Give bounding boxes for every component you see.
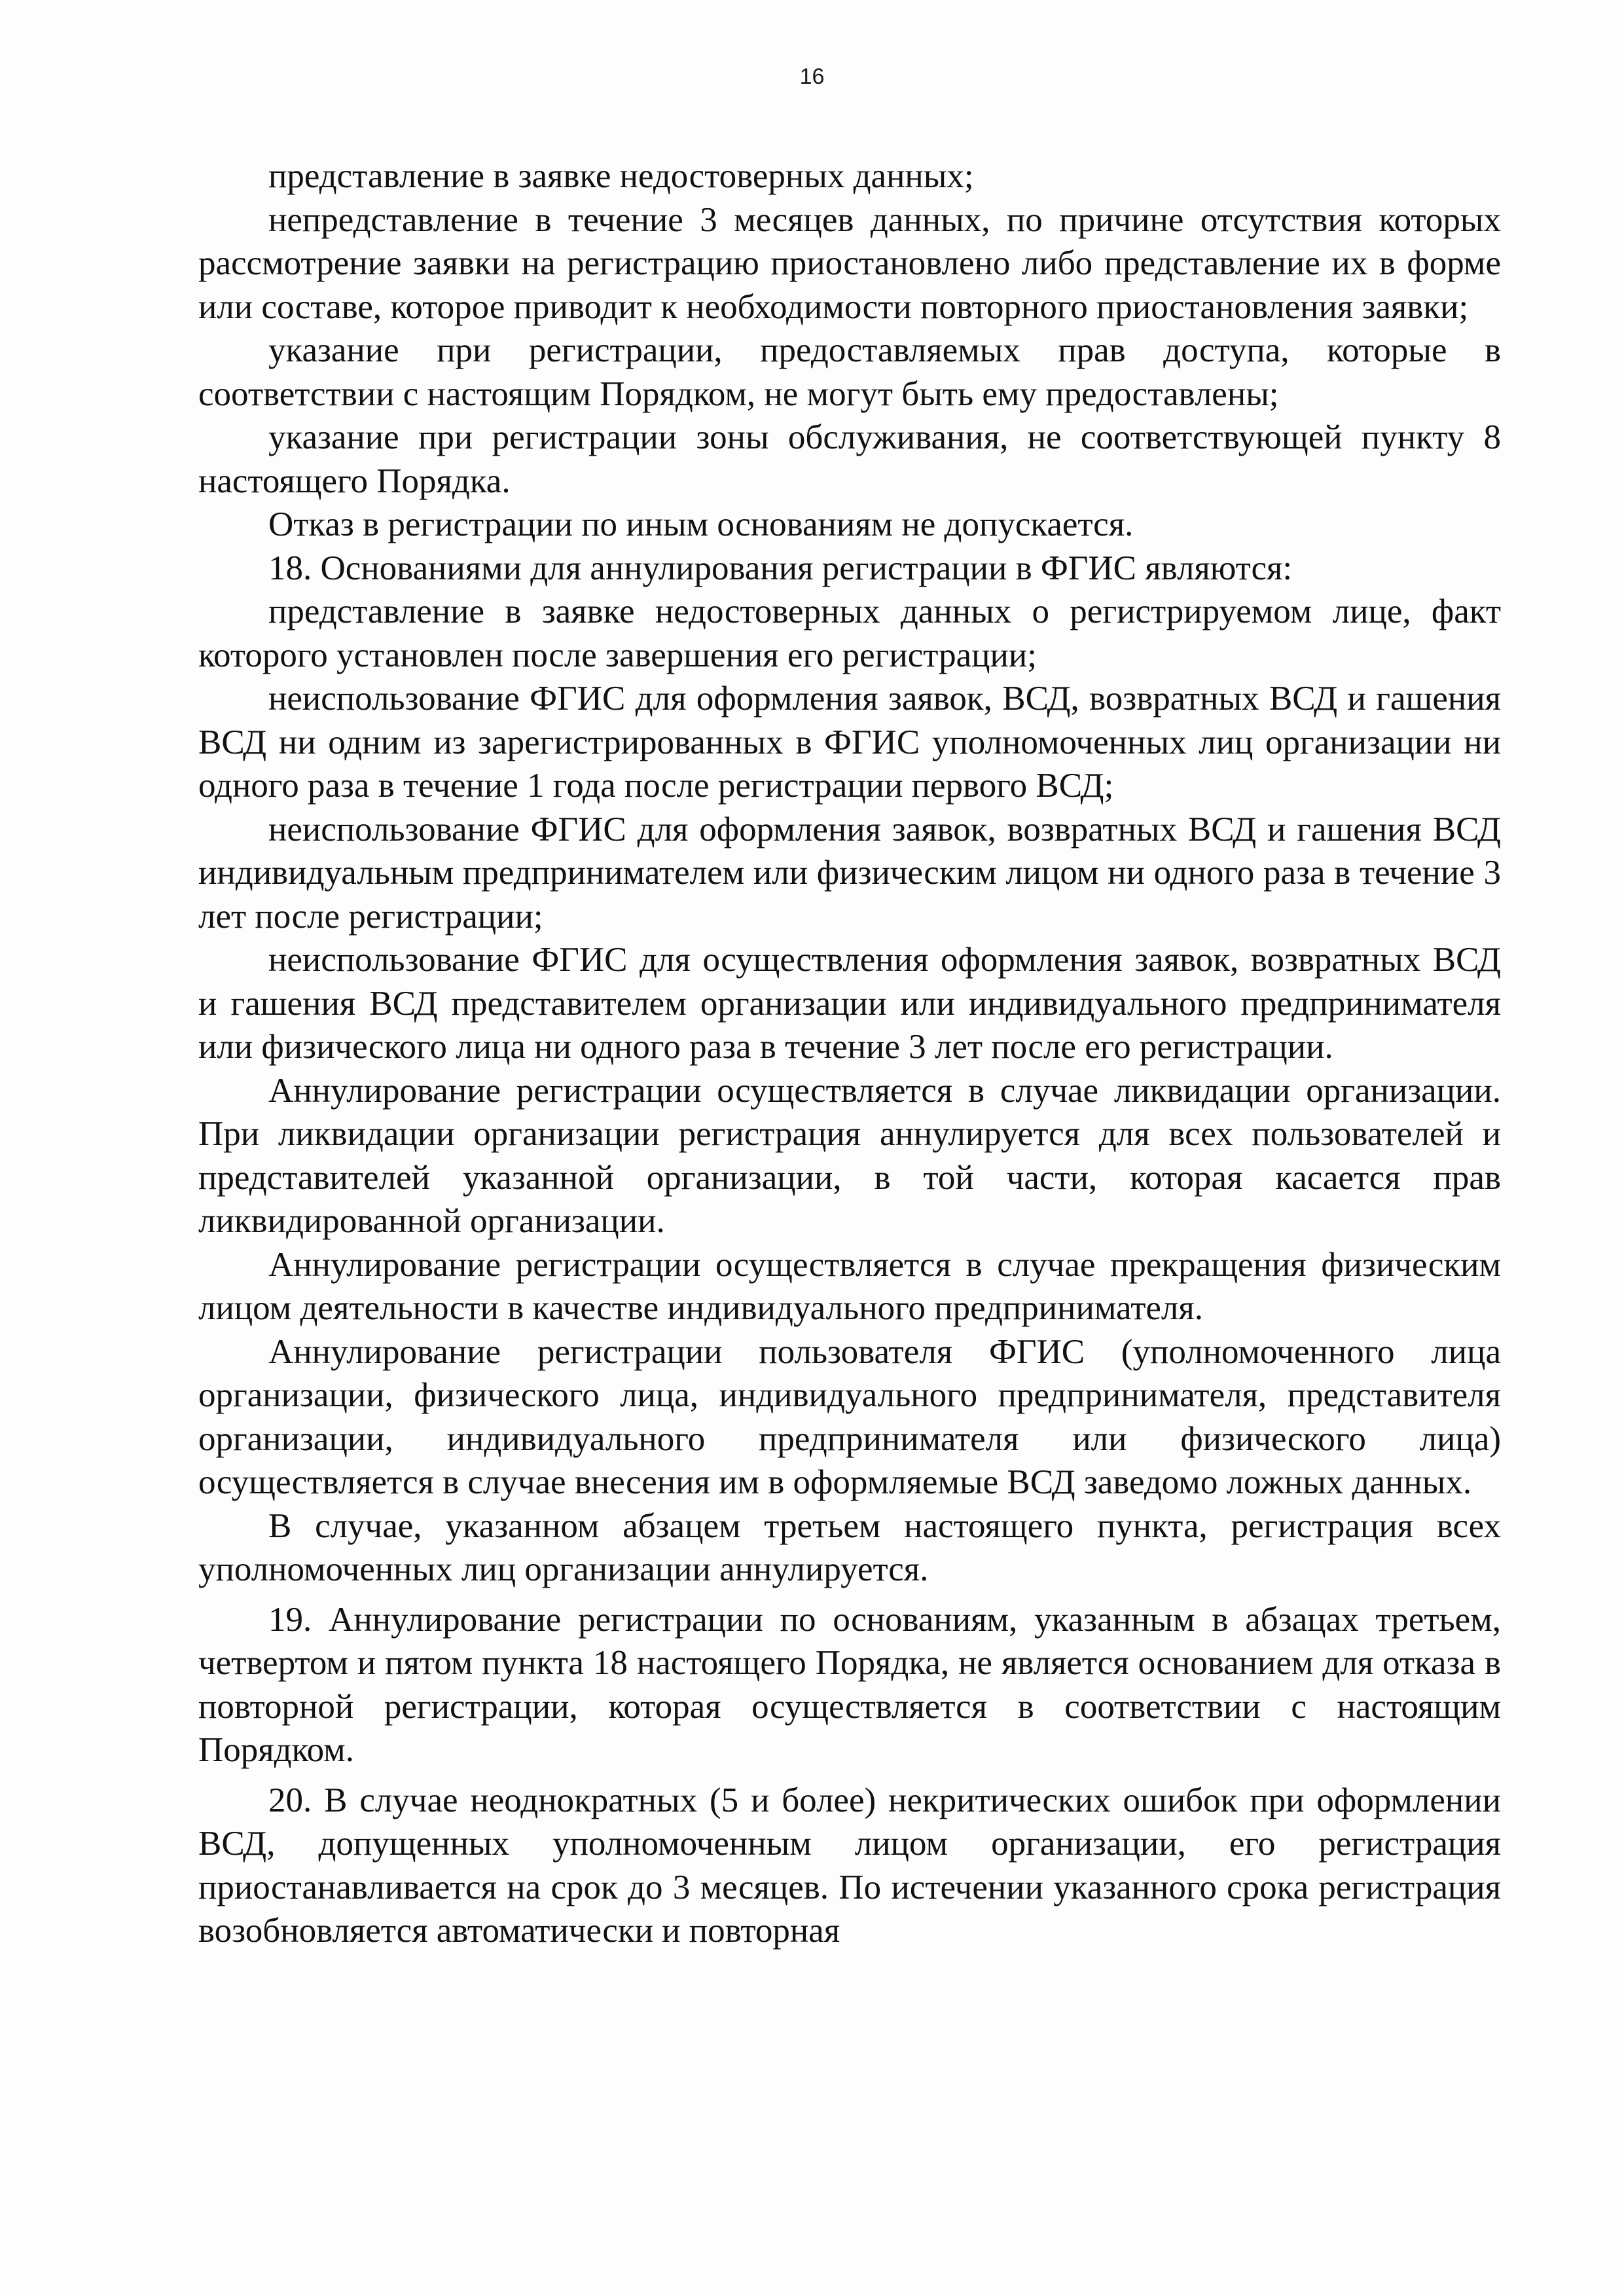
paragraph: Отказ в регистрации по иным основаниям не допускается.: [268, 505, 1134, 543]
paragraph: Аннулирование регистрации пользователя ФГИС (уполномоченного лица организации, физического лица, индивидуального предпринимателя, представителя организации, индивидуального предпринимателя или физического лица) осуществляется в случае внесения им в оформляемые ВСД заведомо ложных данных.: [198, 1332, 1501, 1501]
paragraph: представление в заявке недостоверных данных о регистрируемом лице, факт которого установлен после завершения его регистрации;: [198, 592, 1501, 674]
document-body: [198, 155, 1501, 1953]
paragraph: представление в заявке недостоверных данных;: [268, 157, 974, 195]
paragraph: указание при регистрации, предоставляемых прав доступа, которые в соответствии с настоящим Порядком, не могут быть ему предоставлены;: [198, 331, 1501, 413]
section-19: 19. Аннулирование регистрации по основаниям, указанным в абзацах третьем, четвертом и пятом пункта 18 настоящего Порядка, не является основанием для отказа в повторной регистрации, которая осуществляется в соответствии с настоящим Порядком.: [198, 1600, 1501, 1769]
page-number: 16: [799, 64, 825, 89]
paragraph: В случае, указанном абзацем третьем настоящего пункта, регистрация всех уполномоченных лиц организации аннулируется.: [198, 1506, 1501, 1588]
paragraph: непредставление в течение 3 месяцев данных, по причине отсутствия которых рассмотрение заявки на регистрацию приостановлено либо представление их в форме или составе, которое приводит к необходимости повторного приостановления заявки;: [198, 200, 1501, 326]
paragraph: неиспользование ФГИС для оформления заявок, ВСД, возвратных ВСД и гашения ВСД ни одним из зарегистрированных в ФГИС уполномоченных лиц организации ни одного раза в течение 1 года после регистрации первого ВСД;: [198, 680, 1501, 805]
paragraph: неиспользование ФГИС для оформления заявок, возвратных ВСД и гашения ВСД индивидуальным предпринимателем или физическим лицом ни одного раза в течение 3 лет после регистрации;: [198, 810, 1501, 936]
paragraph: неиспользование ФГИС для осуществления оформления заявок, возвратных ВСД и гашения ВСД представителем организации или индивидуального предпринимателя или физического лица ни одного раза в течение 3 лет после его регистрации.: [198, 941, 1501, 1066]
section-heading-18: 18. Основаниями для аннулирования регистрации в ФГИС являются:: [268, 549, 1293, 587]
section-20: 20. В случае неоднократных (5 и более) некритических ошибок при оформлении ВСД, допущенных уполномоченным лицом организации, его регистрация приостанавливается на срок до 3 месяцев. По истечении указанного срока регистрация возобновляется автоматически и повторная: [198, 1781, 1501, 1950]
paragraph: указание при регистрации зоны обслуживания, не соответствующей пункту 8 настоящего Порядка.: [198, 418, 1501, 500]
paragraph: Аннулирование регистрации осуществляется в случае прекращения физическим лицом деятельности в качестве индивидуального предпринимателя.: [198, 1245, 1501, 1327]
paragraph: Аннулирование регистрации осуществляется в случае ликвидации организации. При ликвидации организации регистрация аннулируется для всех пользователей и представителей указанной организации, в той части, которая касается прав ликвидированной организации.: [198, 1071, 1501, 1240]
